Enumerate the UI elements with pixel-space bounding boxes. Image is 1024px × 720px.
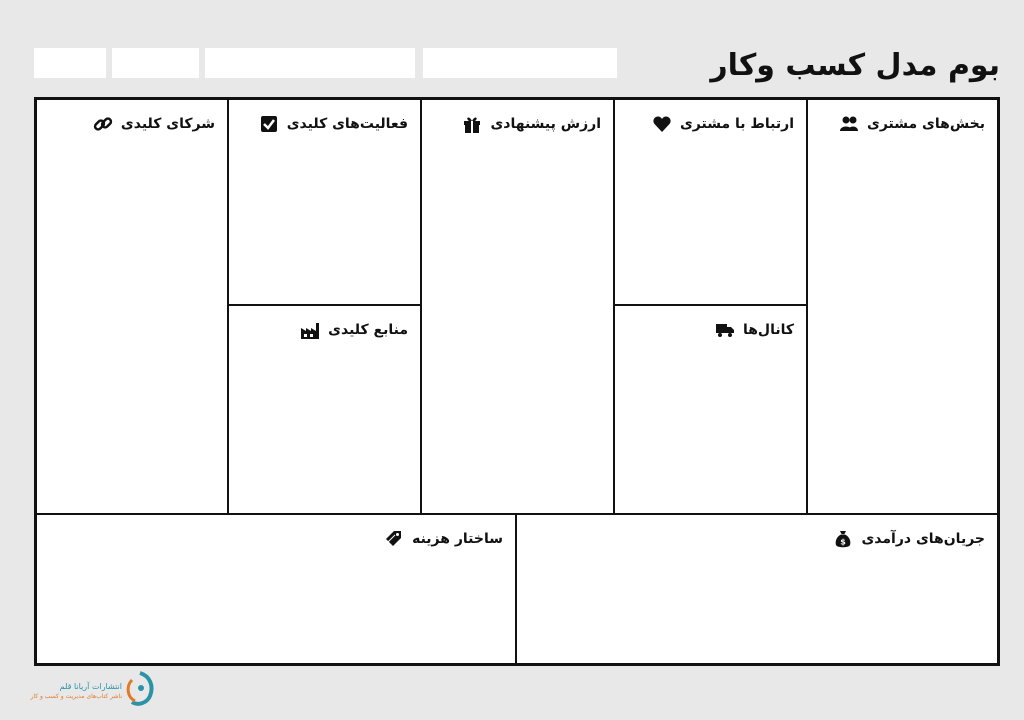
gift-icon xyxy=(462,114,482,134)
header-blank-field-3[interactable] xyxy=(205,48,415,78)
block-label: ارتباط با مشتری xyxy=(679,116,794,132)
header-blank-field-4[interactable] xyxy=(423,48,617,78)
key-resources-block[interactable] xyxy=(229,306,420,513)
key-partners-block[interactable] xyxy=(37,100,227,513)
truck-icon xyxy=(715,320,735,340)
logo-mark-icon xyxy=(120,670,160,710)
logo-tagline: ناشر کتاب‌های مدیریت و کسب و کار xyxy=(30,693,122,700)
link-icon xyxy=(93,114,113,134)
header-blank-field-1[interactable] xyxy=(34,48,106,78)
page-title: بوم مدل کسب وکار xyxy=(710,48,1000,83)
header-blank-field-2[interactable] xyxy=(112,48,199,78)
tag-icon xyxy=(384,529,404,549)
key-activities-block[interactable] xyxy=(229,100,420,304)
block-label: جریان‌های درآمدی xyxy=(861,531,985,547)
factory-icon xyxy=(300,320,320,340)
revenue-streams-block[interactable] xyxy=(517,515,997,663)
block-label: ساختار هزینه xyxy=(412,531,503,547)
block-label: منابع کلیدی xyxy=(328,322,408,338)
block-label: بخش‌های مشتری xyxy=(867,116,985,132)
canvas-board xyxy=(34,97,1000,666)
value-propositions-block[interactable] xyxy=(422,100,613,513)
block-label: ارزش پیشنهادی xyxy=(490,116,601,132)
customer-segments-block[interactable] xyxy=(808,100,997,513)
block-label: کانال‌ها xyxy=(742,322,794,338)
cost-structure-block[interactable] xyxy=(37,515,515,663)
customer-relationships-block[interactable] xyxy=(615,100,806,304)
heart-icon xyxy=(652,114,672,134)
checkbox-icon xyxy=(259,114,279,134)
users-icon xyxy=(839,114,859,134)
block-label: فعالیت‌های کلیدی xyxy=(286,116,408,132)
logo-name: انتشارات آریانا قلم xyxy=(59,682,122,691)
channels-block[interactable] xyxy=(615,306,806,513)
svg-text:$: $ xyxy=(840,537,847,547)
money-bag-icon xyxy=(833,529,853,549)
publisher-logo xyxy=(30,668,164,712)
block-label: شرکای کلیدی xyxy=(120,116,215,132)
